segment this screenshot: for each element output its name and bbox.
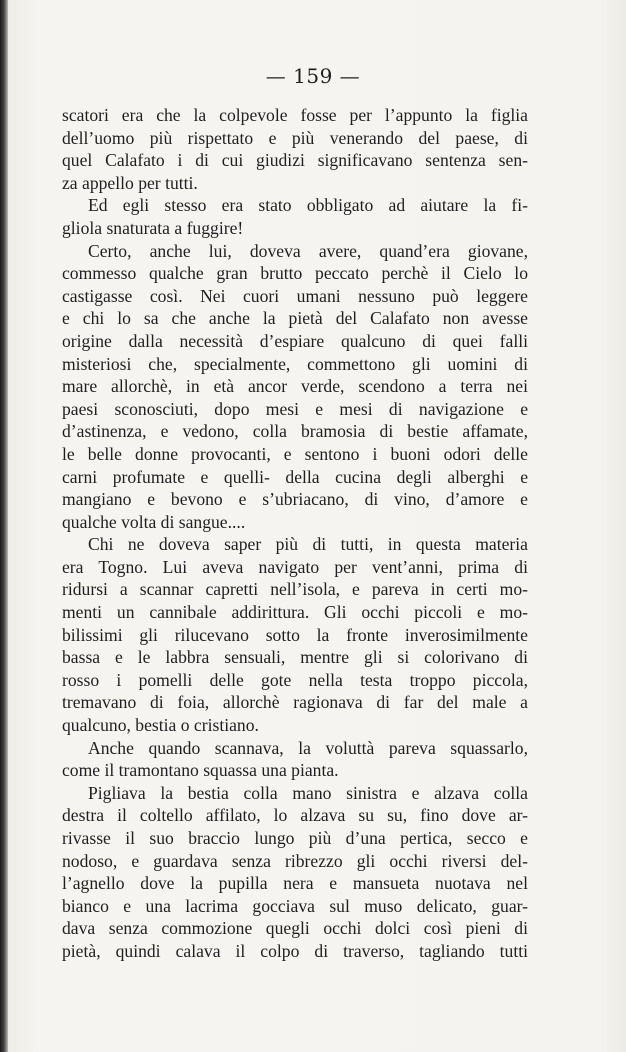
text-line: le belle donne provocanti, e sentono i buoni odori delle bbox=[62, 443, 528, 464]
text-line: rosso i pomelli delle gote nella testa troppo piccola, bbox=[62, 669, 528, 690]
text-line: scatori era che la colpevole fosse per l’appunto la figlia bbox=[62, 105, 528, 125]
text-line: nodoso, e guardava senza ribrezzo gli occhi riversi del- bbox=[62, 850, 528, 871]
text-line: come il tramontano squassa una pianta. bbox=[62, 760, 339, 781]
text-line: castigasse così. Nei cuori umani nessuno può leggere bbox=[62, 285, 528, 306]
text-line: mangiano e bevono e s’ubriacano, di vino, d’amore e bbox=[62, 489, 528, 510]
text-line: bassa e le labbra sensuali, mentre gli si colorivano di bbox=[62, 647, 528, 668]
text-line: d’astinenza, e vedono, colla bramosia di bestie affamate, bbox=[62, 421, 528, 442]
text-line: dell’uomo più rispettato e più venerando del paese, di bbox=[62, 127, 528, 148]
text-line: destra il coltello affilato, lo alzava su su, fino dove ar- bbox=[62, 805, 528, 826]
text-line: za appello per tutti. bbox=[62, 172, 198, 193]
text-line: dava senza commozione quegli occhi dolci così pieni di bbox=[62, 918, 528, 939]
text-line: l’agnello dove la pupilla nera e mansueta nuotava nel bbox=[62, 873, 528, 894]
text-line: origine dalla necessità d’espiare qualcuno di quei falli bbox=[62, 330, 528, 351]
text-line: tremavano di foia, allorchè ragionava di far del male a bbox=[62, 692, 528, 713]
text-line: Ed egli stesso era stato obbligato ad aiutare la fi- bbox=[88, 195, 528, 216]
text-line: quel Calafato i di cui giudizi significavano sentenza sen- bbox=[62, 150, 528, 171]
text-line: mare allorchè, in età ancor verde, scendono a terra nei bbox=[62, 376, 528, 397]
text-line: era Togno. Lui aveva navigato per vent’anni, prima di bbox=[62, 556, 528, 577]
text-line: menti un cannibale addirittura. Gli occhi piccoli e mo- bbox=[62, 602, 528, 623]
page-number: — 159 — bbox=[265, 64, 361, 88]
text-line: Pigliava la bestia colla mano sinistra e alzava colla bbox=[88, 782, 528, 803]
text-line: qualcuno, bestia o cristiano. bbox=[62, 715, 259, 736]
text-line: Chi ne doveva saper più di tutti, in questa materia bbox=[88, 534, 528, 555]
text-line: bianco e una lacrima gocciava sul muso delicato, guar- bbox=[62, 895, 528, 916]
text-line: Certo, anche lui, doveva avere, quand’era giovane, bbox=[88, 240, 528, 261]
text-line: carni profumate e quelli- della cucina degli alberghi e bbox=[62, 466, 528, 487]
text-line: pietà, quindi calava il colpo di traverso, tagliando tutti bbox=[62, 940, 528, 961]
body-text bbox=[62, 104, 528, 963]
text-line: ridursi a scannar capretti nell’isola, e pareva in certi mo- bbox=[62, 579, 528, 600]
text-line: e chi lo sa che anche la pietà del Calafato non avesse bbox=[62, 308, 528, 329]
text-line: bilissimi gli rilucevano sotto la fronte inverosimilmente bbox=[62, 624, 528, 645]
text-line: Anche quando scannava, la voluttà pareva squassarlo, bbox=[88, 737, 528, 758]
text-line: gliola snaturata a fuggire! bbox=[62, 217, 244, 238]
text-line: misteriosi che, specialmente, commettono gli uomini di bbox=[62, 353, 528, 374]
text-line: paesi sconosciuti, dopo mesi e mesi di navigazione e bbox=[62, 398, 528, 419]
text-line: rivasse il suo braccio lungo più d’una pertica, secco e bbox=[62, 828, 528, 848]
text-line: qualche volta di sangue.... bbox=[62, 511, 246, 532]
page-binding-edge bbox=[0, 0, 8, 1052]
text-line: commesso qualche gran brutto peccato perchè il Cielo lo bbox=[62, 263, 528, 284]
